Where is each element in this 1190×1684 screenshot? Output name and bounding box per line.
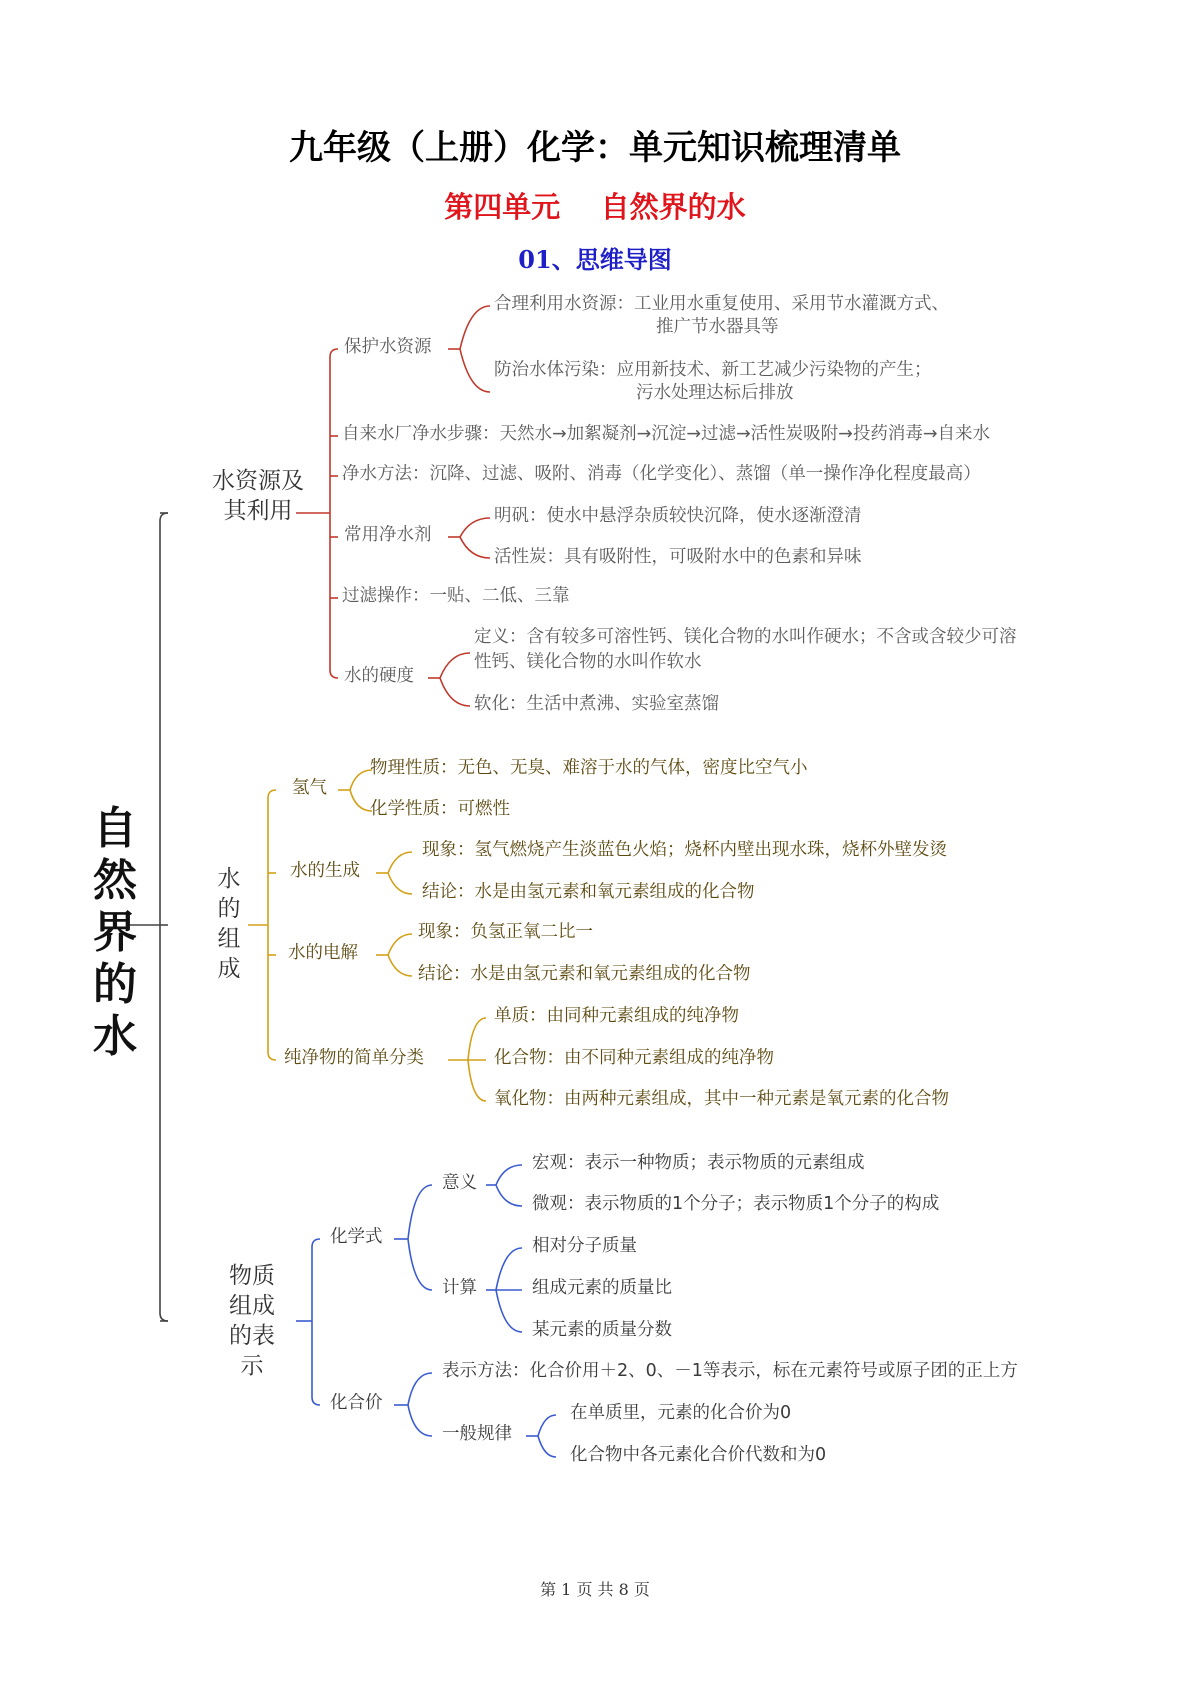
node-formation-conclusion: 结论：水是由氢元素和氧元素组成的化合物 xyxy=(422,882,755,902)
node-protect: 保护水资源 xyxy=(344,337,432,357)
branch-label-water-composition: 水的组成 xyxy=(217,866,241,982)
root-char: 界 xyxy=(93,907,137,958)
node-alum: 明矾：使水中悬浮杂质较快沉降，使水逐渐澄清 xyxy=(494,506,862,526)
node-electrolysis-phenomenon: 现象：负氢正氧二比一 xyxy=(418,922,593,942)
node-hard-def-line2: 性钙、镁化合物的水叫作软水 xyxy=(474,652,702,672)
node-carbon: 活性炭：具有吸附性，可吸附水中的色素和异味 xyxy=(494,547,862,567)
root-char: 水 xyxy=(93,1011,137,1062)
node-protect-prevent-line1: 防治水体污染：应用新技术、新工艺减少污染物的产生； xyxy=(494,360,932,380)
node-valence-rule: 一般规律 xyxy=(442,1424,512,1444)
node-hardness: 水的硬度 xyxy=(344,666,414,686)
mindmap-root xyxy=(92,803,138,1063)
node-valence-rule-element: 在单质里，元素的化合价为0 xyxy=(570,1403,792,1423)
node-electrolysis: 水的电解 xyxy=(288,943,358,963)
node-classify: 纯净物的简单分类 xyxy=(284,1048,424,1068)
branch3-connectors xyxy=(296,1165,556,1457)
node-agents: 常用净水剂 xyxy=(344,525,432,545)
branch1-connectors xyxy=(296,306,490,706)
section-title: 01、思维导图 xyxy=(518,245,672,274)
branch-label-substance-representation: 物质组成的表示 xyxy=(229,1263,275,1379)
root-char: 的 xyxy=(93,959,137,1010)
node-hydrogen: 氢气 xyxy=(292,778,327,798)
branch-label-water-resources: 水资源及其利用 xyxy=(212,468,304,524)
node-micro: 微观：表示物质的1个分子；表示物质1个分子的构成 xyxy=(532,1194,940,1214)
node-macro: 宏观：表示一种物质；表示物质的元素组成 xyxy=(532,1153,865,1173)
document-title: 九年级（上册）化学：单元知识梳理清单 xyxy=(289,128,901,168)
node-plant-steps: 自来水厂净水步骤：天然水→加絮凝剂→沉淀→过滤→活性炭吸附→投药消毒→自来水 xyxy=(342,424,990,444)
node-valence: 化合价 xyxy=(330,1393,383,1413)
node-calc-mass-ratio: 组成元素的质量比 xyxy=(532,1278,672,1298)
node-protect-use-line2: 推广节水器具等 xyxy=(656,317,779,337)
node-meaning: 意义 xyxy=(442,1173,477,1193)
node-h-chemical: 化学性质：可燃性 xyxy=(370,799,510,819)
node-electrolysis-conclusion: 结论：水是由氢元素和氧元素组成的化合物 xyxy=(418,964,751,984)
node-hard-def-line1: 定义：含有较多可溶性钙、镁化合物的水叫作硬水；不含或含较少可溶 xyxy=(474,627,1017,647)
page-number: 第 1 页 共 8 页 xyxy=(540,1580,650,1599)
node-h-physical: 物理性质：无色、无臭、难溶于水的气体，密度比空气小 xyxy=(370,758,808,778)
node-formation-phenomenon: 现象：氢气燃烧产生淡蓝色火焰；烧杯内壁出现水珠，烧杯外壁发烫 xyxy=(422,840,947,860)
node-compound: 化合物：由不同种元素组成的纯净物 xyxy=(494,1048,774,1068)
node-calc-mass-fraction: 某元素的质量分数 xyxy=(532,1320,672,1340)
node-element-substance: 单质：由同种元素组成的纯净物 xyxy=(494,1006,739,1026)
root-char: 自 xyxy=(93,803,137,854)
node-formula: 化学式 xyxy=(330,1227,383,1247)
node-valence-rule-compound: 化合物中各元素化合价代数和为0 xyxy=(570,1445,827,1465)
node-purify-methods: 净水方法：沉降、过滤、吸附、消毒（化学变化）、蒸馏（单一操作净化程度最高） xyxy=(342,464,981,484)
node-calc-relative-mass: 相对分子质量 xyxy=(532,1236,637,1256)
node-oxide: 氧化物：由两种元素组成，其中一种元素是氧元素的化合物 xyxy=(494,1089,949,1109)
node-protect-use-line1: 合理利用水资源：工业用水重复使用、采用节水灌溉方式、 xyxy=(494,294,949,314)
node-valence-method: 表示方法：化合价用＋2、0、－1等表示，标在元素符号或原子团的正上方 xyxy=(442,1361,1018,1381)
node-soften: 软化：生活中煮沸、实验室蒸馏 xyxy=(474,694,719,714)
node-filter: 过滤操作：一贴、二低、三靠 xyxy=(342,586,570,606)
unit-title: 第四单元 自然界的水 xyxy=(444,190,746,224)
node-formation: 水的生成 xyxy=(290,861,360,881)
node-protect-prevent-line2: 污水处理达标后排放 xyxy=(636,383,794,403)
root-char: 然 xyxy=(93,855,137,906)
node-calc: 计算 xyxy=(442,1278,477,1298)
